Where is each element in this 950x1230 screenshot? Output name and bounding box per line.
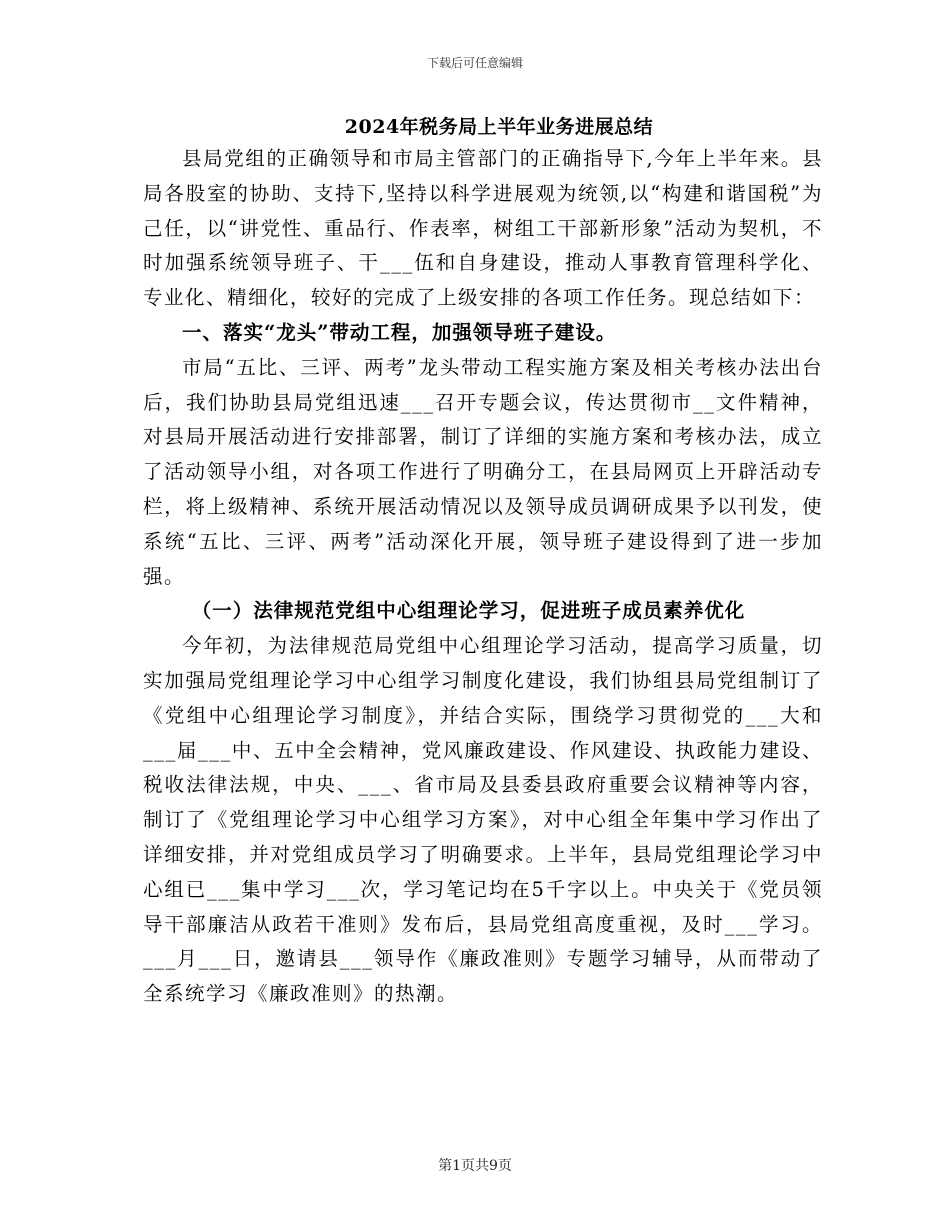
document-body: [143, 112, 823, 1012]
subsection-1-paragraph: 今年初，为法律规范局党组中心组理论学习活动，提高学习质量，切实加强局党组理论学习中心组学习制度化建设，我们协组县局党组制订了《党组中心组理论学习制度》，并结合实际，围绕学习贯彻党的___大和___届___中、五中全会精神，党风廉政建设、作风建设、执政能力建设、税收法律法规，中央、___、省市局及县委县政府重要会议精神等内容，制订了《党组理论学习中心组学习方案》，对中心组全年集中学习作出了详细安排，并对党组成员学习了明确要求。上半年，县局党组理论学习中心组已___集中学习___次，学习笔记均在5千字以上。中央关于《党员领导干部廉洁从政若干准则》发布后，县局党组高度重视，及时___学习。___月___日，邀请县___领导作《廉政准则》专题学习辅导，从而带动了全系统学习《廉政准则》的热潮。: [143, 634, 823, 1006]
intro-paragraph: 县局党组的正确领导和市局主管部门的正确指导下,今年上半年来。县局各股室的协助、支持下,坚持以科学进展观为统领,以“构建和谐国税”为己任，以“讲党性、重品行、作表率，树组工干部新形象”活动为契机，不时加强系统领导班子、干___伍和自身建设，推动人事教育管理科学化、专业化、精细化，较好的完成了上级安排的各项工作任务。现总结如下：: [143, 147, 823, 310]
subsection-1-heading: （一）法律规范党组中心组理论学习，促进班子成员素养优化: [191, 599, 746, 623]
page-header-note: 下载后可任意编辑: [426, 56, 523, 70]
document-title: 2024年税务局上半年业务进展总结: [344, 116, 654, 138]
page-number: 第1页共9页: [438, 1158, 512, 1174]
section-1-paragraph: 市局“五比、三评、两考”龙头带动工程实施方案及相关考核办法出台后，我们协助县局党组迅速___召开专题会议，传达贯彻市__文件精神，对县局开展活动进行安排部署，制订了详细的实施方案和考核办法，成立了活动领导小组，对各项工作进行了明确分工，在县局网页上开辟活动专栏，将上级精神、系统开展活动情况以及领导成员调研成果予以刊发，使系统“五比、三评、两考”活动深化开展，领导班子建设得到了进一步加强。: [143, 355, 823, 588]
section-1-heading: 一、落实“龙头”带动工程，加强领导班子建设。: [182, 320, 617, 344]
